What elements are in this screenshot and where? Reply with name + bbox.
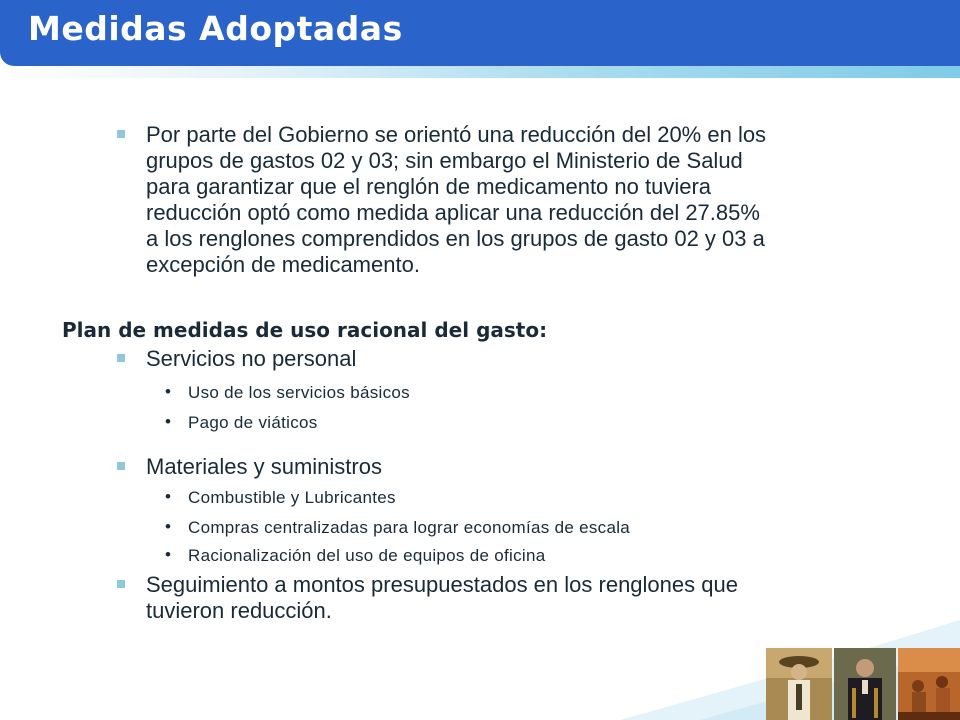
slide-title: Medidas Adoptadas bbox=[28, 9, 403, 48]
section-item: Pago de viáticos bbox=[188, 413, 318, 432]
dot-bullet-icon: • bbox=[165, 545, 171, 564]
intro-line: grupos de gastos 02 y 03; sin embargo el Ministerio de Salud bbox=[146, 148, 743, 173]
dot-bullet-icon: • bbox=[165, 412, 171, 431]
final-line: Seguimiento a montos presupuestados en los renglones que bbox=[146, 572, 738, 597]
square-bullet-icon bbox=[117, 462, 125, 470]
square-bullet-icon bbox=[117, 580, 125, 588]
section-label-materiales: Materiales y suministros bbox=[146, 454, 382, 479]
section-item: Combustible y Lubricantes bbox=[188, 488, 396, 507]
intro-line: para garantizar que el renglón de medicamento no tuviera bbox=[146, 174, 712, 199]
square-bullet-icon bbox=[117, 354, 125, 362]
dot-bullet-icon: • bbox=[165, 517, 171, 536]
dot-bullet-icon: • bbox=[165, 382, 171, 401]
section-label-servicios: Servicios no personal bbox=[146, 346, 357, 371]
intro-line: Por parte del Gobierno se orientó una reducción del 20% en los bbox=[146, 122, 767, 147]
plan-heading: Plan de medidas de uso racional del gasto: bbox=[62, 318, 548, 342]
section-item: Uso de los servicios básicos bbox=[188, 383, 410, 402]
intro-line: excepción de medicamento. bbox=[146, 252, 420, 277]
section-item: Compras centralizadas para lograr economías de escala bbox=[188, 518, 631, 537]
square-bullet-icon bbox=[117, 130, 125, 138]
decorative-paintings-image bbox=[766, 648, 960, 720]
final-line: tuvieron reducción. bbox=[146, 598, 332, 623]
section-item: Racionalización del uso de equipos de oficina bbox=[188, 546, 546, 565]
intro-line: reducción optó como medida aplicar una reducción del 27.85% bbox=[146, 200, 760, 225]
intro-line: a los renglones comprendidos en los grupos de gasto 02 y 03 a bbox=[146, 226, 765, 251]
dot-bullet-icon: • bbox=[165, 487, 171, 506]
